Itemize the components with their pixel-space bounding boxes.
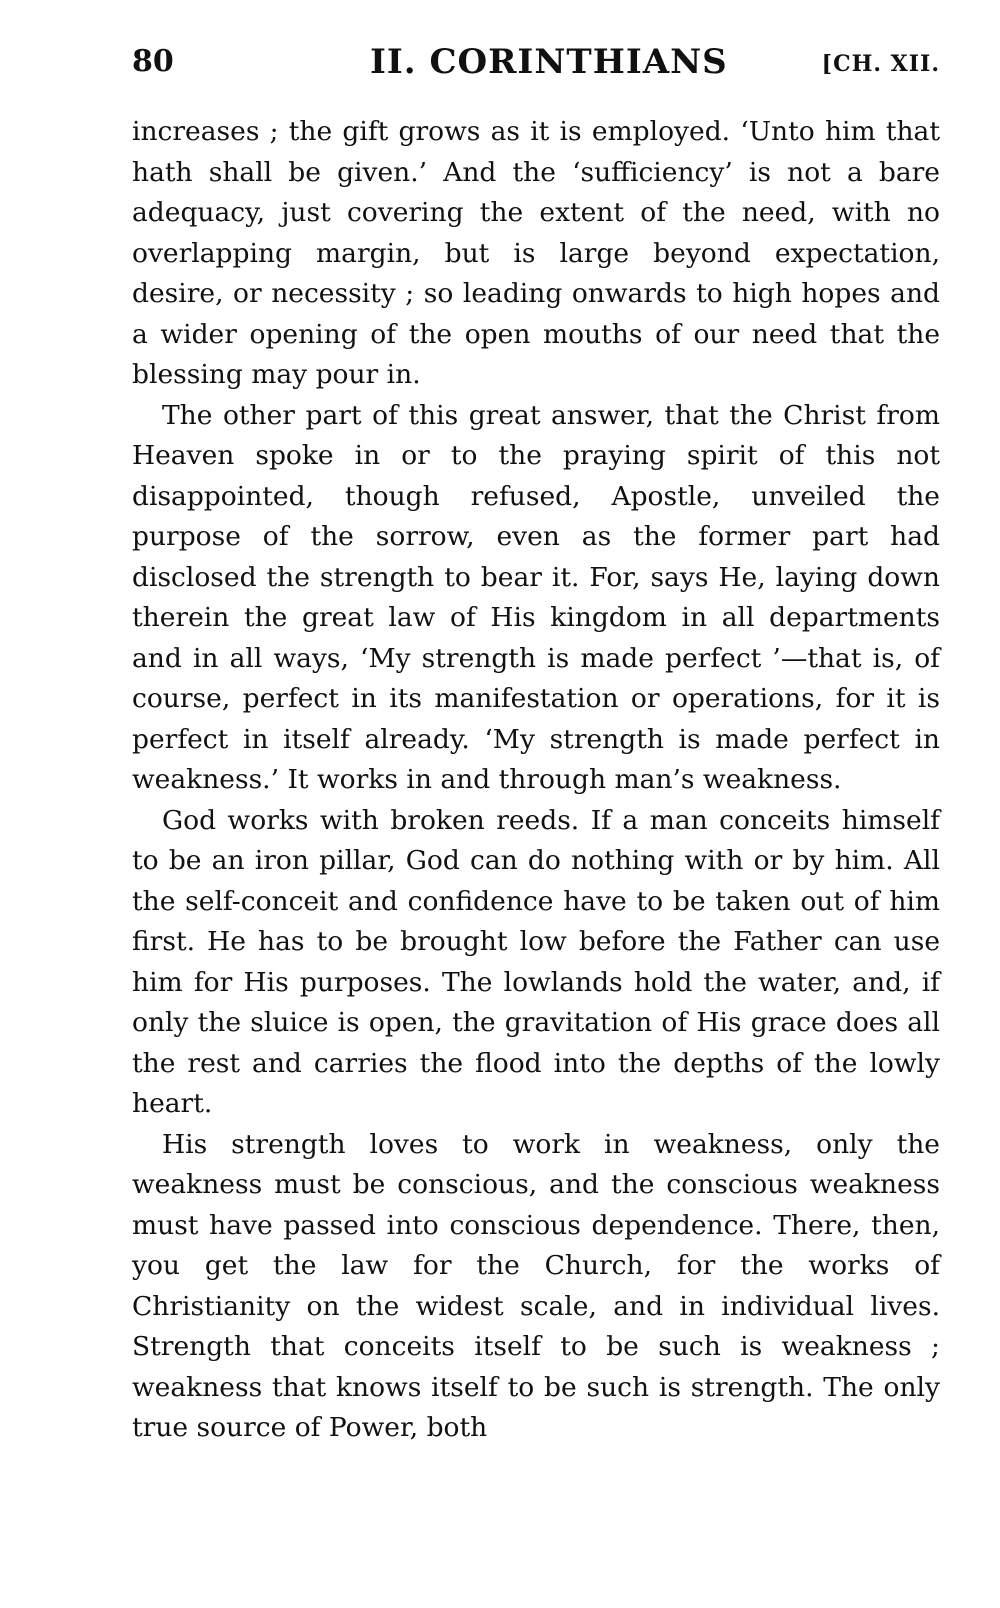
page-number: 80: [132, 44, 174, 79]
paragraph: God works with broken reeds. If a man conceits himself to be an iron pillar, God can do nothing with or by him. All the self-conceit and confidence have to be taken out of him first. He has to be brought low before the Father can use him for His purposes. The lowlands hold the water, and, if only the sluice is open, the gravitation of His grace does all the rest and carries the flood into the depths of the lowly heart.: [132, 804, 940, 1119]
running-head: [132, 40, 940, 90]
chapter-reference: [CH. XII.: [821, 51, 940, 77]
paragraph: The other part of this great answer, that the Christ from Heaven spoke in or to the praying spirit of this not disappointed, though refused, Apostle, unveiled the purpose of the sorrow, even as the former part had disclosed the strength to bear it. For, says He, laying down therein the great law of His kingdom in all departments and in all ways, ‘My strength is made perfect ’—that is, of course, perfect in its manifestation or operations, for it is perfect in itself already. ‘My strength is made perfect in weakness.’ It works in and through man’s weakness.: [132, 399, 940, 795]
paragraph-continued: increases ; the gift grows as it is employed. ‘Unto him that hath shall be given.’ And the ‘sufficiency’ is not a bare adequacy, just covering the extent of the need, with no overlapping margin, but is large beyond expectation, desire, or necessity ; so leading onwards to high hopes and a wider opening of the open mouths of our need that the blessing may pour in.: [132, 116, 940, 390]
paragraph: His strength loves to work in weakness, only the weakness must be conscious, and the conscious weakness must have passed into conscious dependence. There, then, you get the law for the Church, for the works of Christianity on the widest scale, and in individual lives. Strength that conceits itself to be such is weakness ; weakness that knows itself to be such is strength. The only true source of Power, both: [132, 1128, 940, 1443]
body-text: [132, 112, 940, 1449]
book-title: II. CORINTHIANS: [370, 42, 728, 82]
